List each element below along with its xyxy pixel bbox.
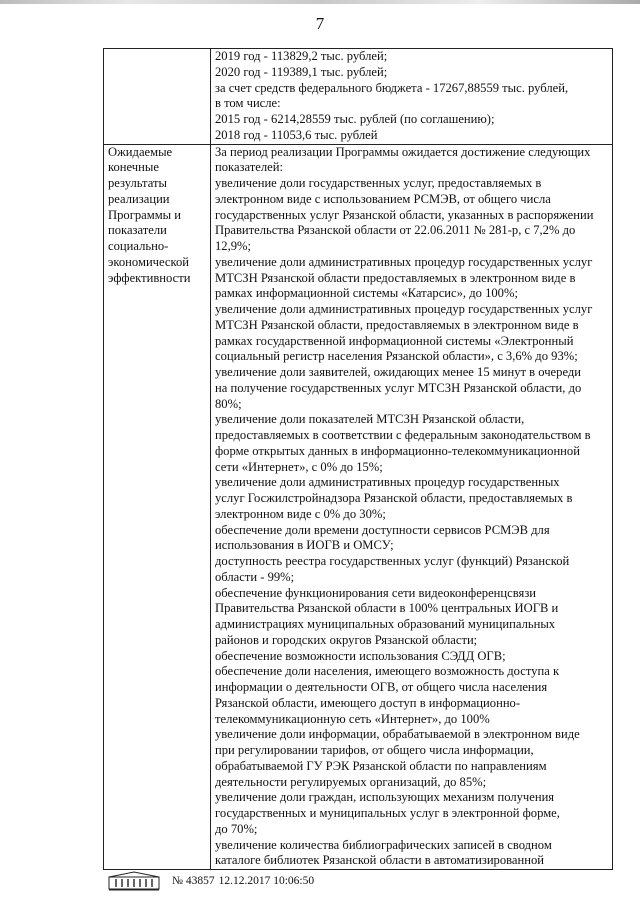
- label-line: Программы и: [108, 207, 182, 222]
- result-line: увеличение доли государственных услуг, предоставляемых в: [215, 176, 542, 190]
- result-line: увеличение доли информации, обрабатываемой в электронном виде: [215, 727, 580, 742]
- table-row: [104, 144, 613, 870]
- result-line: 12,9%;: [215, 239, 252, 253]
- result-line: рамках информационной системы «Катарсис», до 100%;: [215, 286, 518, 301]
- funding-cell: [211, 49, 613, 145]
- funding-line: за счет средств федерального бюджета - 17267,88559 тыс. рублей,: [215, 80, 569, 95]
- result-line: увеличение доли граждан, использующих механизм получения: [215, 790, 555, 805]
- result-line: обеспечение функционирования сети видеоконференцсвязи: [215, 585, 537, 600]
- result-line: деятельности регулируемых организаций, до 85%;: [215, 774, 487, 789]
- result-line: показателей:: [215, 160, 283, 175]
- result-line: при регулировании тарифов, от общего числа информации,: [215, 743, 534, 757]
- result-line: использования в ИОГВ и ОМСУ;: [215, 538, 394, 553]
- label-line: показатели: [108, 223, 167, 238]
- result-line: социальный регистр населения Рязанской области», с 3,6% до 93%;: [215, 349, 578, 364]
- result-line: увеличение количества библиографических записей в сводном: [215, 837, 552, 852]
- result-line: предоставляемых в соответствии с федеральным законодательством в: [215, 428, 591, 442]
- result-line: области - 99%;: [215, 569, 295, 584]
- result-line: За период реализации Программы ожидается достижение следующих: [215, 144, 591, 159]
- funding-lines: [215, 49, 610, 144]
- label-line: эффективности: [108, 270, 191, 285]
- result-line: каталоге библиотек Рязанской области в автоматизированной: [215, 853, 545, 868]
- results-label: [108, 145, 208, 287]
- registration-number: № 43857: [172, 875, 215, 887]
- document-footer: [108, 869, 314, 893]
- result-line: Правительства Рязанской области от 22.06.2011 № 281-р, с 7,2% до: [215, 223, 576, 238]
- label-line: экономической: [108, 254, 190, 269]
- result-line: электронном виде с использованием РСМЭВ, от общего числа: [215, 191, 551, 206]
- empty-label-cell: [104, 49, 211, 145]
- label-line: реализации: [108, 191, 170, 206]
- registration-datetime: 12.12.2017 10:06:50: [218, 875, 315, 887]
- funding-line: 2019 год - 113829,2 тыс. рублей;: [215, 49, 388, 63]
- funding-line: в том числе:: [215, 96, 281, 111]
- result-line: увеличение доли заявителей, ожидающих менее 15 минут в очереди: [215, 365, 582, 379]
- result-line: Рязанской области, имеющего доступ в информационно-: [215, 695, 521, 710]
- result-line: обрабатываемой ГУ РЭК Рязанской области по направлениям: [215, 758, 547, 773]
- result-line: обеспечение возможности использования СЭДД ОГВ;: [215, 648, 506, 663]
- result-line: электронном виде с 0% до 30%;: [215, 506, 386, 521]
- result-line: увеличение доли административных процедур государственных услуг: [215, 302, 593, 316]
- funding-line: 2020 год - 119389,1 тыс. рублей;: [215, 64, 388, 79]
- result-line: 80%;: [215, 396, 242, 411]
- result-line: государственных и муниципальных услуг в электронной форме,: [215, 806, 560, 820]
- label-line: конечные: [108, 160, 159, 175]
- label-line: результаты: [108, 176, 167, 190]
- results-label-cell: [104, 144, 211, 870]
- building-emblem-icon: [108, 871, 160, 891]
- result-line: МТСЗН Рязанской области предоставляемых в электронном виде в: [215, 270, 576, 285]
- result-line: форме открытых данных в информационно-телекоммуникационной: [215, 443, 580, 458]
- result-line: районов и городских округов Рязанской области;: [215, 632, 478, 647]
- result-line: государственных услуг Рязанской области, указанных в распоряжении: [215, 207, 594, 222]
- result-line: увеличение доли показателей МТСЗН Рязанской области,: [215, 412, 525, 427]
- result-line: увеличение доли административных процедур государственных услуг: [215, 254, 593, 269]
- scan-top-edge: [0, 0, 640, 4]
- funding-line: 2018 год - 11053,6 тыс. рублей: [215, 127, 378, 142]
- results-lines: [215, 145, 610, 870]
- results-cell: [211, 144, 613, 870]
- result-line: Правительства Рязанской области в 100% центральных ИОГВ и: [215, 601, 559, 616]
- label-line: Ожидаемые: [108, 144, 173, 159]
- registration-stamp: [172, 874, 314, 888]
- table-row: [104, 49, 613, 145]
- result-line: администрациях муниципальных образований муниципальных: [215, 617, 556, 631]
- program-passport-table: [103, 48, 613, 870]
- result-line: услуг Госжилстройнадзора Рязанской области, предоставляемых в: [215, 491, 573, 505]
- result-line: до 70%;: [215, 821, 258, 836]
- result-line: информации о деятельности ОГВ, от общего числа населения: [215, 680, 548, 694]
- result-line: МТСЗН Рязанской области, предоставляемых в электронном виде в: [215, 317, 579, 332]
- result-line: сети «Интернет», с 0% до 15%;: [215, 459, 383, 474]
- result-line: увеличение доли административных процедур государственных: [215, 475, 560, 490]
- result-line: телекоммуникационную сеть «Интернет», до 100%: [215, 711, 490, 726]
- label-line: социально-: [108, 239, 169, 253]
- funding-line: 2015 год - 6214,28559 тыс. рублей (по соглашению);: [215, 112, 495, 126]
- result-line: на получение государственных услуг МТСЗН Рязанской области, до: [215, 380, 582, 395]
- result-line: обеспечение доли времени доступности сервисов РСМЭВ для: [215, 522, 550, 537]
- result-line: рамках государственной информационной системы «Электронный: [215, 333, 574, 348]
- page-number: 7: [315, 14, 325, 33]
- result-line: обеспечение доли населения, имеющего возможность доступа к: [215, 664, 560, 679]
- result-line: доступность реестра государственных услуг (функций) Рязанской: [215, 554, 570, 568]
